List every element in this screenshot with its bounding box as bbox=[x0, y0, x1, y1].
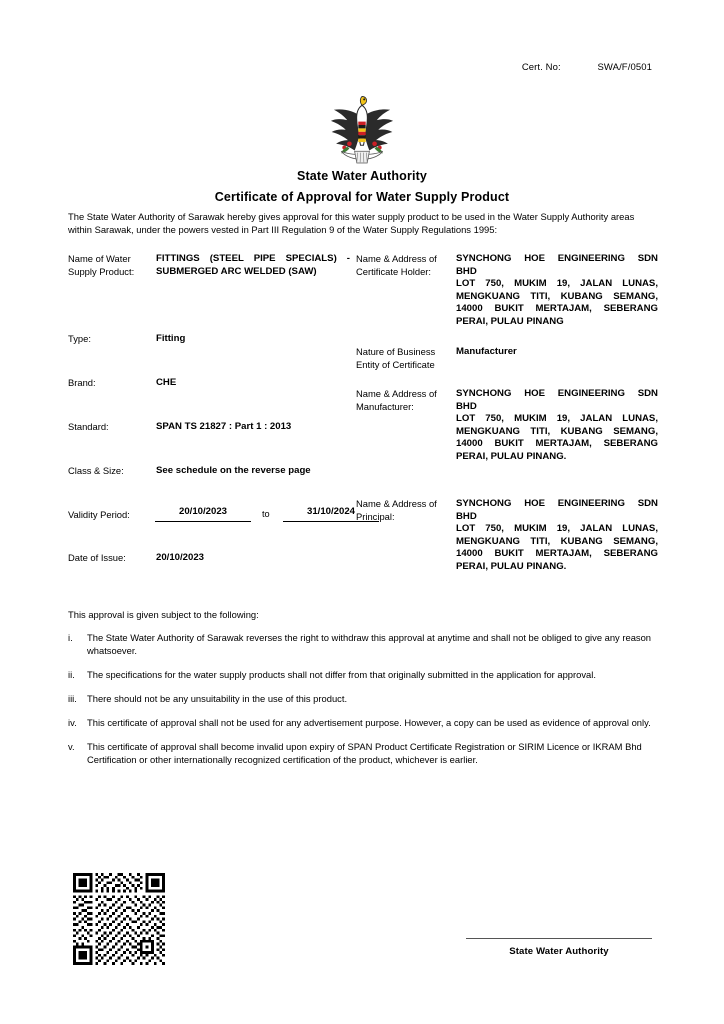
manufacturer-name-line-2: BHD bbox=[456, 400, 477, 412]
field-type-label: Type: bbox=[68, 333, 91, 344]
certificate-holder-label-line1: Name & Address of bbox=[356, 253, 437, 264]
field-manufacturer-value bbox=[456, 388, 658, 464]
principal-address-line-4: PERAI, PULAU PINANG. bbox=[456, 560, 567, 572]
manufacturer-address-line-3: 14000 BUKIT MERTAJAM, SEBERANG bbox=[456, 438, 658, 450]
nature-of-business-label-line2: Entity of Certificate bbox=[356, 358, 435, 370]
crest-container bbox=[0, 92, 724, 166]
qr-code bbox=[73, 873, 165, 965]
field-product-name-label bbox=[68, 253, 160, 278]
field-principal-label bbox=[356, 498, 454, 523]
holder-address-line-2: MENGKUANG TITI, KUBANG SEMANG, bbox=[456, 290, 658, 302]
conditions-intro: This approval is given subject to the following: bbox=[68, 609, 259, 620]
field-product-name-label-line2: Supply Product: bbox=[68, 265, 135, 277]
field-product-name-value bbox=[156, 253, 350, 278]
certificate-number-row bbox=[522, 62, 652, 73]
condition-number: v. bbox=[68, 741, 75, 752]
holder-name-line-1: SYNCHONG HOE ENGINEERING SDN bbox=[456, 253, 658, 264]
manufacturer-label-line1: Name & Address of bbox=[356, 388, 437, 399]
field-nature-of-business-value: Manufacturer bbox=[456, 346, 517, 357]
manufacturer-address-line-2: MENGKUANG TITI, KUBANG SEMANG, bbox=[456, 425, 658, 437]
manufacturer-label-line2: Manufacturer: bbox=[356, 400, 414, 412]
field-date-of-issue-label: Date of Issue: bbox=[68, 552, 126, 563]
field-standard-label: Standard: bbox=[68, 421, 109, 432]
condition-text: There should not be any unsuitability in the use of this product. bbox=[87, 693, 348, 704]
signature-line bbox=[466, 938, 652, 939]
manufacturer-address-line-1: LOT 750, MUKIM 19, JALAN LUNAS, bbox=[456, 413, 658, 425]
field-brand-value: CHE bbox=[156, 377, 177, 388]
field-certificate-holder-value bbox=[456, 253, 658, 329]
principal-name-line-1: SYNCHONG HOE ENGINEERING SDN bbox=[456, 498, 658, 509]
field-date-of-issue-value: 20/10/2023 bbox=[156, 552, 205, 563]
validity-from-value: 20/10/2023 bbox=[155, 506, 251, 522]
certificate-holder-label-line2: Certificate Holder: bbox=[356, 265, 432, 277]
condition-number: iii. bbox=[68, 693, 77, 704]
nature-of-business-label-line1: Nature of Business bbox=[356, 346, 436, 357]
manufacturer-name-line-1: SYNCHONG HOE ENGINEERING SDN bbox=[456, 388, 658, 399]
sarawak-coat-of-arms-icon bbox=[325, 92, 399, 166]
manufacturer-address-line-4: PERAI, PULAU PINANG. bbox=[456, 450, 567, 462]
holder-address-line-1: LOT 750, MUKIM 19, JALAN LUNAS, bbox=[456, 278, 658, 290]
condition-text: The specifications for the water supply products shall not differ from that originally submitted in the application for approval. bbox=[87, 669, 596, 680]
condition-item bbox=[68, 740, 658, 766]
principal-name-line-2: BHD bbox=[456, 510, 477, 522]
principal-address-line-3: 14000 BUKIT MERTAJAM, SEBERANG bbox=[456, 548, 658, 560]
qr-code-icon bbox=[73, 873, 165, 965]
title-block bbox=[0, 168, 724, 206]
page-title: State Water Authority bbox=[296, 169, 427, 183]
holder-address-line-4: PERAI, PULAU PINANG bbox=[456, 315, 564, 327]
condition-number: ii. bbox=[68, 669, 75, 680]
condition-number: i. bbox=[68, 632, 73, 643]
condition-item bbox=[68, 716, 658, 729]
field-certificate-holder-label bbox=[356, 253, 454, 278]
principal-label-line2: Principal: bbox=[356, 510, 395, 522]
condition-item bbox=[68, 692, 658, 705]
field-standard-value: SPAN TS 21827 : Part 1 : 2013 bbox=[156, 421, 292, 432]
validity-connector: to bbox=[262, 509, 270, 519]
condition-number: iv. bbox=[68, 717, 77, 728]
holder-address-line-3: 14000 BUKIT MERTAJAM, SEBERANG bbox=[456, 303, 658, 315]
field-validity-period-label: Validity Period: bbox=[68, 509, 130, 520]
field-nature-of-business-label bbox=[356, 346, 454, 371]
condition-item bbox=[68, 668, 658, 681]
field-manufacturer-label bbox=[356, 388, 454, 413]
field-brand-label: Brand: bbox=[68, 377, 96, 388]
field-class-size-value: See schedule on the reverse page bbox=[156, 465, 311, 476]
certificate-number-label: Cert. No: bbox=[521, 62, 561, 73]
principal-label-line1: Name & Address of bbox=[356, 498, 437, 509]
product-name-line-1: FITTINGS (STEEL PIPE SPECIALS) - bbox=[156, 253, 350, 264]
principal-address-line-1: LOT 750, MUKIM 19, JALAN LUNAS, bbox=[456, 523, 658, 535]
holder-name-line-2: BHD bbox=[456, 265, 477, 277]
condition-item bbox=[68, 631, 658, 657]
field-type-value: Fitting bbox=[156, 333, 186, 344]
product-name-line-2: SUBMERGED ARC WELDED (SAW) bbox=[156, 265, 317, 277]
signature-caption: State Water Authority bbox=[509, 946, 609, 957]
principal-address-line-2: MENGKUANG TITI, KUBANG SEMANG, bbox=[456, 535, 658, 547]
condition-text: The State Water Authority of Sarawak reverses the right to withdraw this approval at anytime and shall not be obliged to give any reason whatsoever. bbox=[87, 632, 652, 656]
signature-block bbox=[466, 938, 652, 957]
conditions-section bbox=[68, 608, 658, 777]
validity-until-value: 31/10/2024 bbox=[283, 506, 379, 522]
field-class-size-label: Class & Size: bbox=[68, 465, 124, 476]
field-product-name-label-line1: Name of Water bbox=[68, 253, 131, 264]
intro-paragraph: The State Water Authority of Sarawak hereby gives approval for this water supply product to be used in the Water Supply Authority areas within Sarawak, under the powers vested in Part III Regulation 9 of the Water Supply Regulations 1995: bbox=[68, 211, 635, 236]
condition-text: This certificate of approval shall become invalid upon expiry of SPAN Product Certificate Registration or SIRIM Licence or IKRAM Bhd Certification or other internationally recognized certification of the product, whichever is earlier. bbox=[87, 741, 642, 765]
certificate-number-value: SWA/F/0501 bbox=[597, 62, 652, 73]
condition-text: This certificate of approval shall not be used for any advertisement purpose. However, a copy can be used as evidence of approval only. bbox=[87, 717, 651, 728]
field-principal-value bbox=[456, 498, 658, 574]
page-subtitle: Certificate of Approval for Water Supply Product bbox=[214, 190, 510, 204]
